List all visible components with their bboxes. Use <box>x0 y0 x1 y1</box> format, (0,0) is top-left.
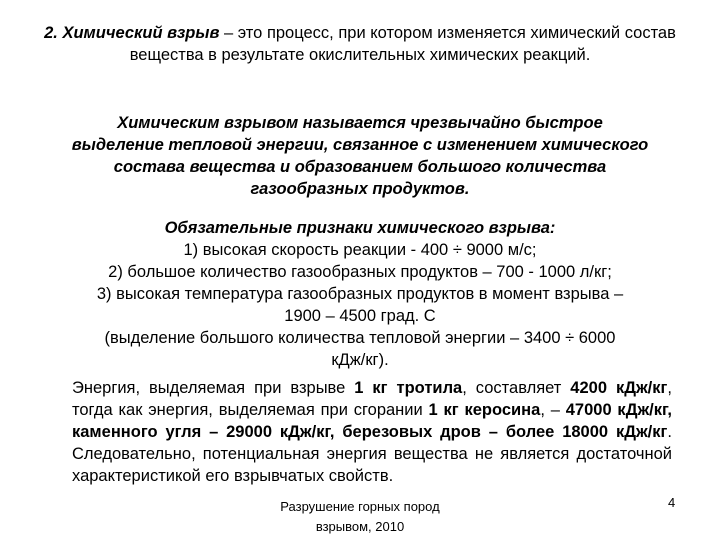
definition-paragraph <box>0 22 720 66</box>
sign-item: 1) высокая скорость реакции - 400 ÷ 9000 м/с; <box>183 241 537 259</box>
energy-text: , тогда как энергия, выделяемая при сгорании <box>72 379 672 419</box>
energy-text: , – <box>540 401 566 419</box>
sign-item: 2) большое количество газообразных продуктов – 700 - 1000 л/кг; <box>108 263 612 281</box>
sign-item: кДж/кг). <box>331 351 389 369</box>
slide-footer <box>250 497 470 537</box>
energy-paragraph <box>72 377 672 487</box>
energy-text: . Следовательно, потенциальная энергия вещества не является достаточной характеристикой его взрывчатых свойств. <box>72 423 672 485</box>
definition-term: Химический взрыв <box>62 24 220 42</box>
signs-heading: Обязательные признаки химического взрыва: <box>164 219 556 237</box>
energy-text: Энергия, выделяемая при взрыве <box>72 379 355 397</box>
sign-item: (выделение большого количества тепловой энергии – 3400 ÷ 6000 <box>104 329 616 347</box>
footer-line: Разрушение горных пород <box>280 499 440 514</box>
energy-bold: 47000 кДж/кг, каменного угля – 29000 кДж/кг, березовых дров – более 18000 кДж/кг <box>72 401 672 441</box>
energy-text: , составляет <box>462 379 571 397</box>
sign-item: 1900 – 4500 град. С <box>284 307 436 325</box>
footer-line: взрывом, 2010 <box>315 519 405 534</box>
signs-section <box>0 217 720 371</box>
page-number: 4 <box>668 495 676 510</box>
energy-bold: 4200 кДж/кг <box>570 379 668 397</box>
key-statement: Химическим взрывом называется чрезвычайно быстрое выделение тепловой энергии, связанное с изменением химического состава вещества и образованием большого количества газообразных продуктов. <box>71 114 649 198</box>
sign-item: 3) высокая температура газообразных продуктов в момент взрыва – <box>96 285 624 303</box>
definition-text: – это процесс, при котором изменяется химический состав вещества в результате окислительных химических реакций. <box>129 24 676 64</box>
energy-bold: 1 кг тротила <box>354 379 463 397</box>
definition-number: 2. <box>44 24 58 42</box>
energy-bold: 1 кг керосина <box>428 401 541 419</box>
